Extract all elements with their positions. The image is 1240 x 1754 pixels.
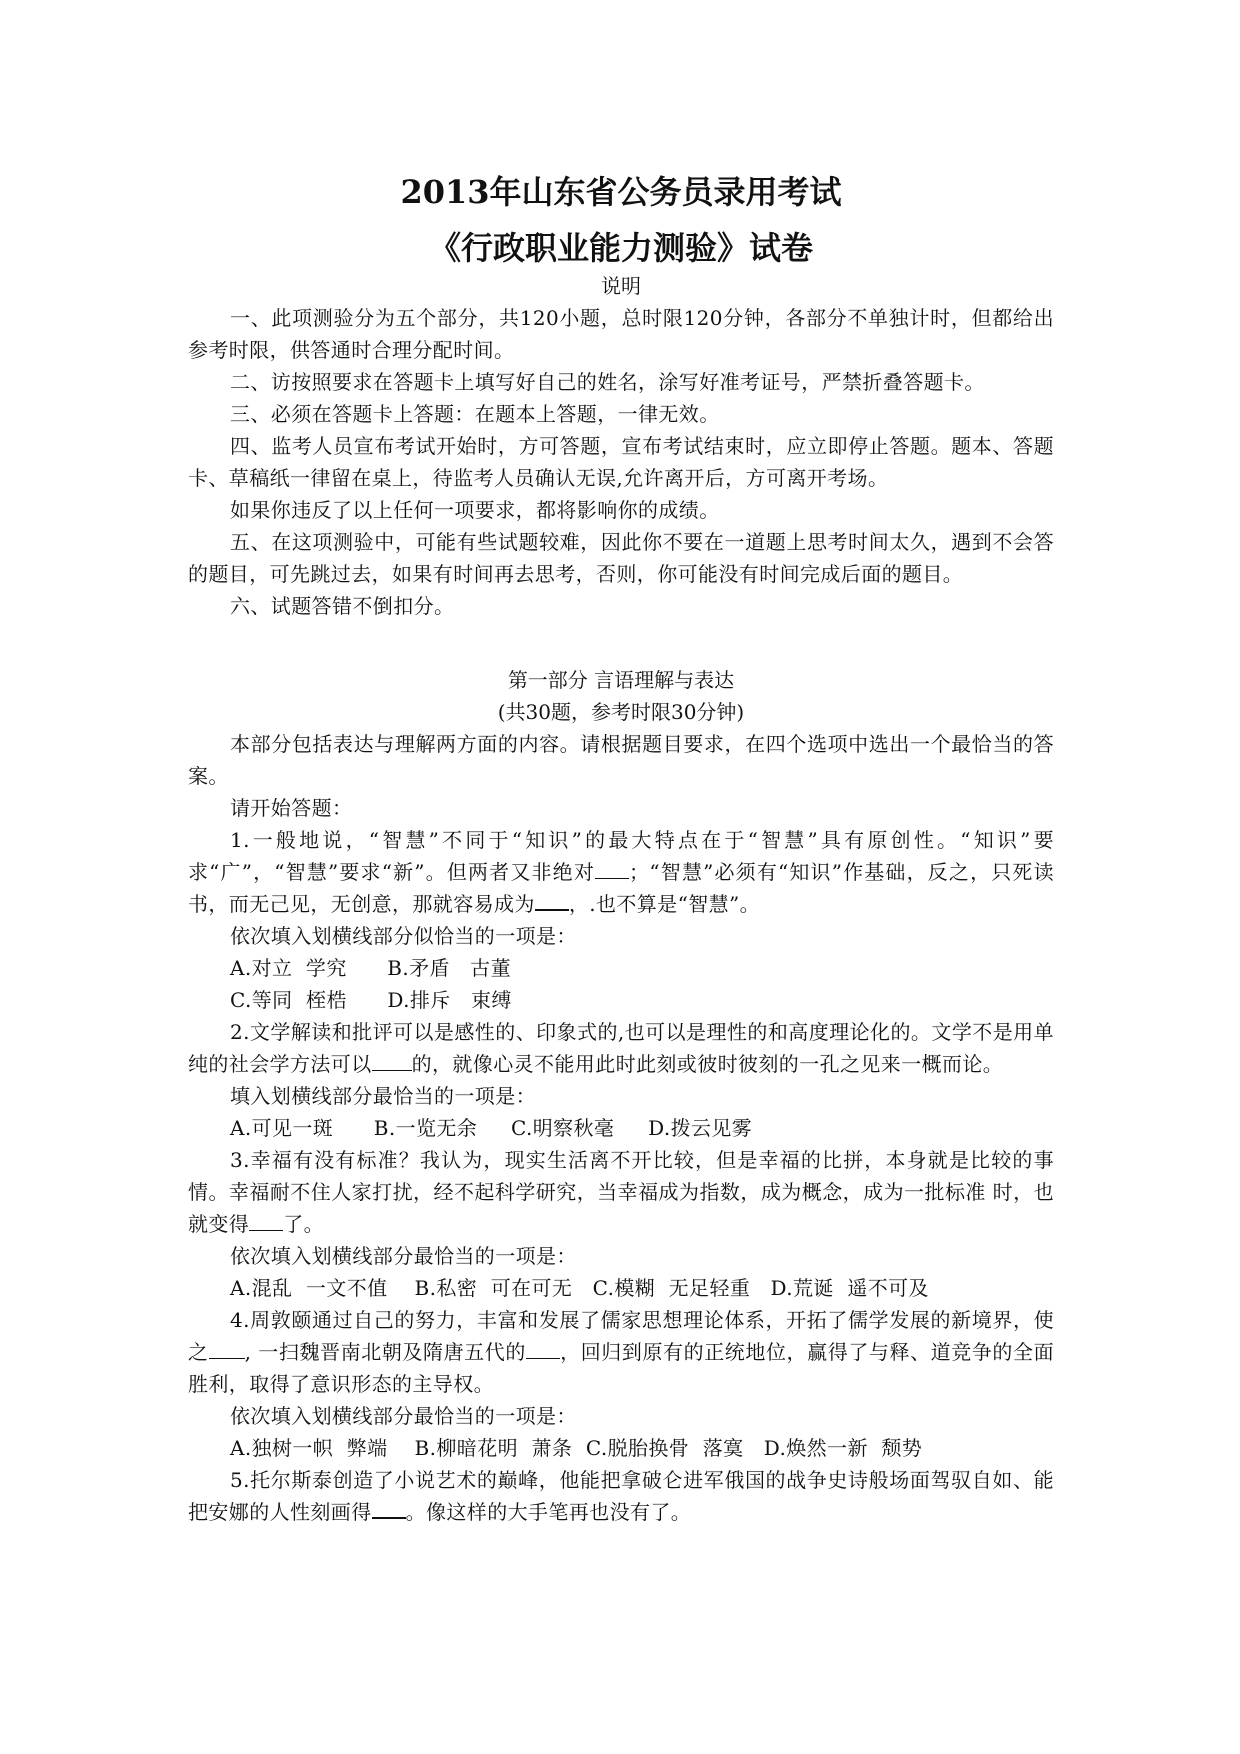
question-5-text bbox=[188, 1464, 1054, 1528]
part1-start: 请开始答题： bbox=[230, 796, 353, 820]
q2-text-b: 的，就像心灵不能用此时此刻或彼时彼刻的一孔之见来一概而论。 bbox=[411, 1052, 1004, 1076]
answer-blank bbox=[372, 1497, 406, 1519]
q4-text-a: 4.周敦颐通过自己的努力，丰富和发展了儒家思想理论体系，开拓了儒学发展的新境界，使之 bbox=[188, 1308, 1054, 1364]
q5-text-b: 。像这样的大手笔再也没有了。 bbox=[405, 1500, 692, 1524]
answer-blank bbox=[209, 1338, 245, 1359]
question-3-prompt: 依次填入划横线部分最恰当的一项是： bbox=[230, 1244, 577, 1268]
title-line1: 2013年山东省公务员录用考试 bbox=[400, 173, 842, 211]
q4-text-b: , 一扫魏晋南北朝及隋唐五代的 bbox=[244, 1340, 526, 1364]
section-gap bbox=[188, 622, 1054, 664]
question-4-text bbox=[188, 1304, 1054, 1400]
q1-text-a: 1.一般地说，“智慧”不同于“知识”的最大特点在于“智慧”具有原创性。“知识”要求“广”，“智慧”要求“新”。但两者又非绝对 bbox=[188, 828, 1054, 884]
title-line2: 《行政职业能力测验》试卷 bbox=[428, 229, 813, 267]
q5-text-a: 5.托尔斯泰创造了小说艺术的巅峰，他能把拿破仑进军俄国的战争史诗般场面驾驭自如、能把安娜的人性刻画得 bbox=[188, 1468, 1054, 1524]
question-4-prompt: 依次填入划横线部分最恰当的一项是： bbox=[230, 1404, 577, 1428]
instruction-item: 四、监考人员宣布考试开始时，方可答题，宣布考试结束时，应立即停止答题。题本、答题卡、草稿纸一律留在桌上，待监考人员确认无误,允许离开后，方可离开考场。 bbox=[188, 434, 1054, 490]
exam-page bbox=[188, 170, 1054, 1528]
question-2-prompt: 填入划横线部分最恰当的一项是： bbox=[230, 1084, 536, 1108]
answer-blank bbox=[535, 889, 569, 911]
question-1-prompt: 依次填入划横线部分似恰当的一项是： bbox=[230, 924, 577, 948]
part1-heading: 第一部分 言语理解与表达 bbox=[507, 668, 735, 692]
instruction-item: 如果你违反了以上任何一项要求，都将影响你的成绩。 bbox=[230, 498, 720, 522]
instruction-item: 六、试题答错不倒扣分。 bbox=[230, 594, 455, 618]
question-1-text bbox=[188, 824, 1054, 920]
answer-blank bbox=[372, 1050, 412, 1071]
part1-intro: 本部分包括表达与理解两方面的内容。请根据题目要求，在四个选项中选出一个最恰当的答案。 bbox=[188, 732, 1054, 788]
answer-blank bbox=[249, 1210, 283, 1231]
q1-text-b: ；“智慧”必须有“知识”作基础，反之，只死读书，而无己见，无创意，那就容易成为 bbox=[188, 860, 1054, 916]
q1-text-c: ，.也不算是“智慧”。 bbox=[568, 892, 761, 916]
q4-text-c: ，回归到原有的正统地位，赢得了与释、道竞争的全面胜利，取得了意识形态的主导权。 bbox=[188, 1340, 1054, 1396]
instruction-item: 一、此项测验分为五个部分，共120小题，总时限120分钟，各部分不单独计时，但都给出参考时限，供答通时合理分配时间。 bbox=[188, 306, 1054, 362]
instruction-item: 二、访按照要求在答题卡上填写好自己的姓名，涂写好准考证号，严禁折叠答题卡。 bbox=[230, 370, 985, 394]
part1-subheading: (共30题，参考时限30分钟) bbox=[497, 700, 745, 724]
q3-text-b: 了。 bbox=[283, 1212, 325, 1236]
question-2-text bbox=[188, 1016, 1054, 1080]
question-2-options: A.可见一斑 B.一览无余 C.明察秋毫 D.拨云见雾 bbox=[230, 1116, 753, 1140]
q3-text-a: 3.幸福有没有标准？我认为，现实生活离不开比较，但是幸福的比拼，本身就是比较的事情。幸福耐不住人家打扰，经不起科学研究，当幸福成为指数，成为概念，成为一批标准 时，也就变得 bbox=[188, 1148, 1054, 1236]
question-4-options: A.独树一帜 弊端 B.柳暗花明 萧条 C.脱胎换骨 落寞 D.焕然一新 颓势 bbox=[230, 1436, 923, 1460]
q2-text-a: 2.文学解读和批评可以是感性的、印象式的,也可以是理性的和高度理论化的。文学不是用单纯的社会学方法可以 bbox=[188, 1020, 1054, 1076]
instruction-item: 五、在这项测验中，可能有些试题较难，因此你不要在一道题上思考时间太久，遇到不会答的题目，可先跳过去，如果有时间再去思考，否则，你可能没有时间完成后面的题目。 bbox=[188, 530, 1054, 586]
question-1-options: C.等同 桎梏 D.排斥 束缚 bbox=[230, 988, 512, 1012]
question-1-options: A.对立 学究 B.矛盾 古董 bbox=[230, 956, 511, 980]
answer-blank bbox=[595, 858, 629, 879]
question-3-options: A.混乱 一文不值 B.私密 可在可无 C.模糊 无足轻重 D.荒诞 遥不可及 bbox=[230, 1276, 929, 1300]
answer-blank bbox=[526, 1338, 560, 1359]
instructions-heading: 说明 bbox=[601, 274, 641, 298]
question-3-text bbox=[188, 1144, 1054, 1240]
instruction-item: 三、必须在答题卡上答题：在题本上答题，一律无效。 bbox=[230, 402, 720, 426]
